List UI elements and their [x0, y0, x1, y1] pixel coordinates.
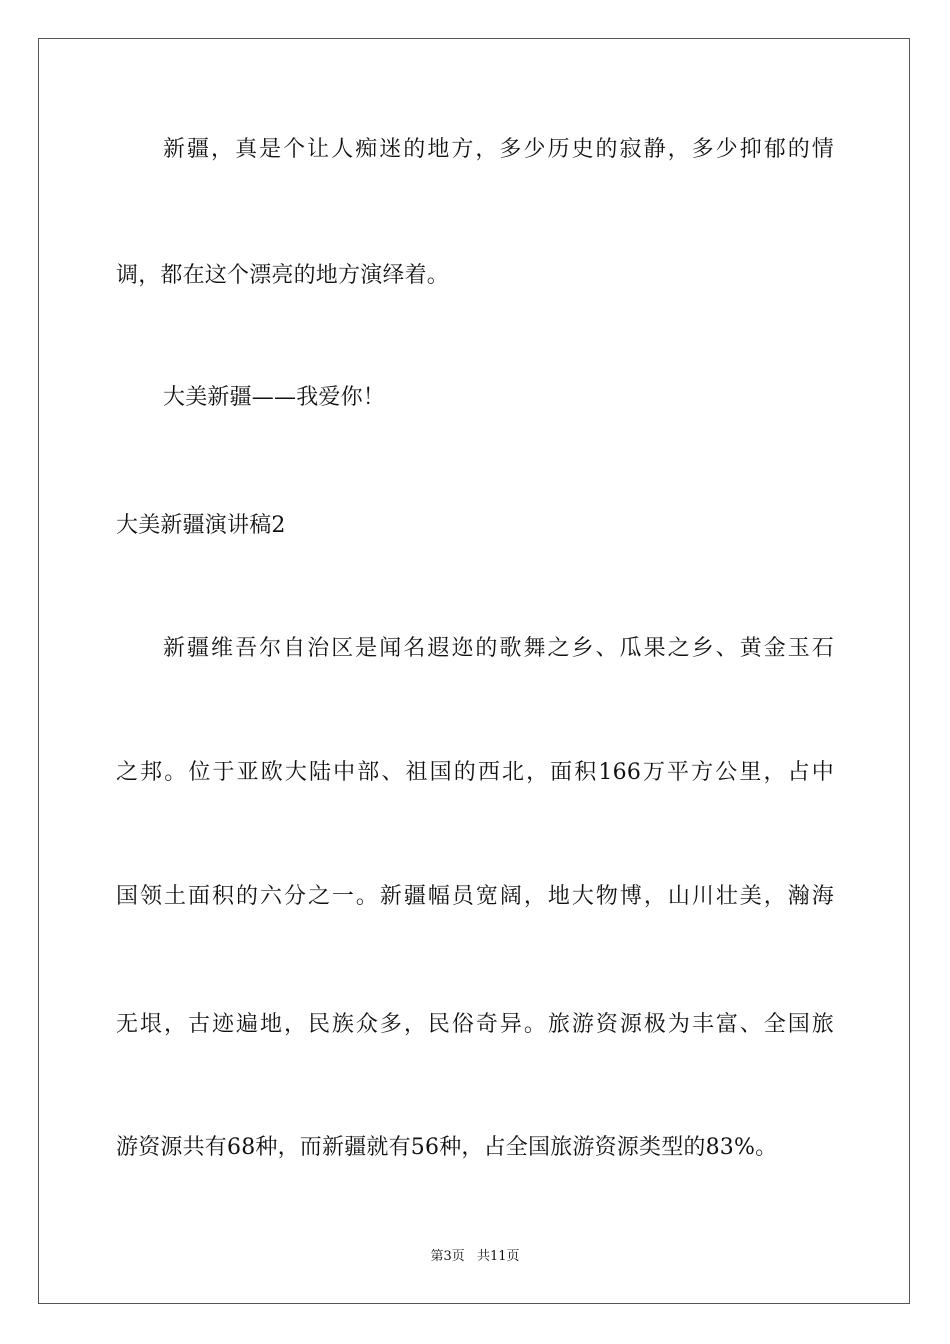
page-border [38, 38, 910, 1304]
paragraph-3-line-5: 游资源共有68种，而新疆就有56种，占全国旅游资源类型的83%。 [116, 1135, 778, 1160]
paragraph-1-line-1: 新疆，真是个让人痴迷的地方，多少历史的寂静，多少抑郁的情 [163, 137, 834, 162]
paragraph-3-line-3: 国领土面积的六分之一。新疆幅员宽阔，地大物博，山川壮美，瀚海 [116, 884, 834, 909]
paragraph-3-line-4: 无垠，古迹遍地，民族众多，民俗奇异。旅游资源极为丰富、全国旅 [116, 1012, 834, 1037]
paragraph-3-line-1: 新疆维吾尔自治区是闻名遐迩的歌舞之乡、瓜果之乡、黄金玉石 [163, 636, 834, 661]
page-footer [0, 1248, 950, 1266]
paragraph-3-line-2: 之邦。位于亚欧大陆中部、祖国的西北，面积166万平方公里，占中 [116, 760, 834, 785]
paragraph-1-line-2: 调，都在这个漂亮的地方演绎着。 [116, 263, 450, 288]
paragraph-2: 大美新疆——我爱你！ [163, 385, 386, 410]
page-number: 第3页 [430, 1249, 465, 1264]
section-heading: 大美新疆演讲稿2 [116, 513, 286, 538]
page-total: 共11页 [476, 1249, 520, 1264]
